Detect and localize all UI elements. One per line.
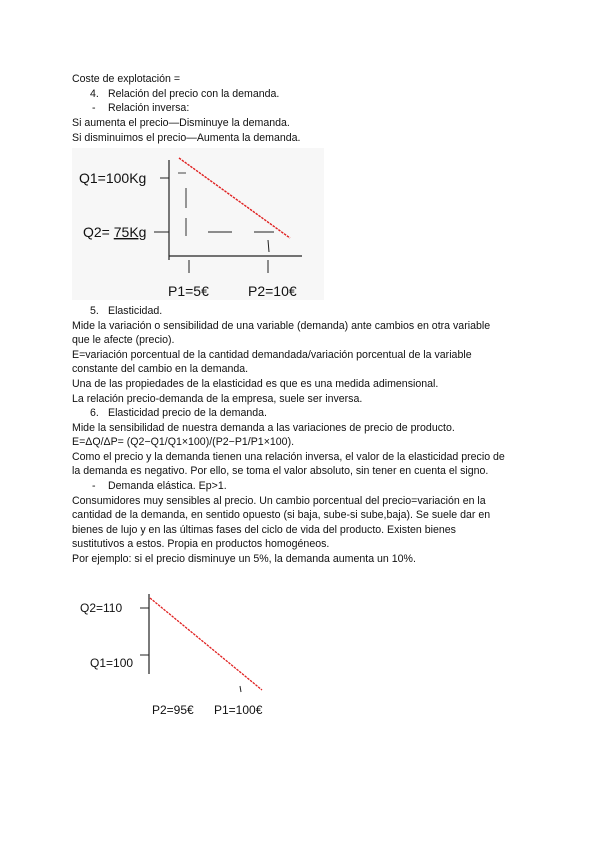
demand-figure-1 (72, 148, 324, 300)
text-line: la demanda es negativo. Por ello, se toma el valor absoluto, sin tener en cuenta el signo. (72, 465, 489, 477)
text-line: Si aumenta el precio—Disminuye la demanda. (72, 117, 290, 129)
list-number: 6. (90, 407, 99, 419)
list-number: 4. (90, 88, 99, 100)
text-line: E=variación porcentual de la cantidad demandada/variación porcentual de la variable (72, 349, 472, 361)
text-line: Coste de explotación = (72, 73, 181, 85)
list-dash: - (92, 480, 96, 492)
dash-mark (268, 240, 269, 252)
demand-line (179, 158, 290, 238)
text-line: sustitutivos a estos. Propia en productos homogéneos. (72, 538, 330, 550)
list-heading: Demanda elástica. Ep>1. (108, 480, 227, 492)
list-heading: Elasticidad. (108, 305, 163, 317)
demand-graph-1 (72, 148, 324, 300)
list-heading: Relación del precio con la demanda. (108, 88, 280, 100)
demand-figure-2 (72, 578, 282, 720)
text-line: cantidad de la demanda, en sentido opuesto (si baja, sube-si sube,baja). Se suele dar en (72, 509, 491, 521)
list-heading: Elasticidad precio de la demanda. (108, 407, 268, 419)
text-line: que le afecte (precio). (72, 334, 175, 346)
q2-label: Q2= 75Kg (83, 224, 147, 240)
list-heading: Relación inversa: (108, 102, 190, 114)
q1-label: Q1=100 (90, 656, 134, 670)
tick-mark (240, 686, 241, 692)
text-line: Una de las propiedades de la elasticidad es que es una medida adimensional. (72, 378, 439, 390)
text-line: Como el precio y la demanda tienen una relación inversa, el valor de la elasticidad precio de (72, 451, 505, 463)
text-line: constante del cambio en la demanda. (72, 363, 249, 375)
p2-label: P2=10€ (248, 283, 297, 299)
formula-line: E=ΔQ/ΔP= (Q2−Q1/Q1×100)/(P2−P1/P1×100). (72, 436, 295, 448)
demand-graph-2 (72, 578, 282, 720)
q1-label: Q1=100Kg (79, 170, 147, 186)
text-line: bienes de lujo y en las últimas fases del ciclo de vida del producto. Existen bienes (72, 524, 456, 536)
text-line: Si disminuimos el precio—Aumenta la demanda. (72, 132, 301, 144)
text-line: Consumidores muy sensibles al precio. Un cambio porcentual del precio=variación en la (72, 495, 486, 507)
text-line: Por ejemplo: si el precio disminuye un 5%, la demanda aumenta un 10%. (72, 553, 416, 565)
q2-label: Q2=110 (80, 601, 123, 615)
text-line: Mide la sensibilidad de nuestra demanda a las variaciones de precio de producto. (72, 422, 455, 434)
p1-label: P1=5€ (168, 283, 209, 299)
text-line: La relación precio-demanda de la empresa, suele ser inversa. (72, 393, 363, 405)
list-number: 5. (90, 305, 99, 317)
list-dash: - (92, 102, 96, 114)
demand-line (150, 598, 262, 690)
p2-label: P2=95€ (152, 703, 194, 717)
text-line: Mide la variación o sensibilidad de una variable (demanda) ante cambios en otra variable (72, 320, 491, 332)
p1-label: P1=100€ (214, 703, 263, 717)
